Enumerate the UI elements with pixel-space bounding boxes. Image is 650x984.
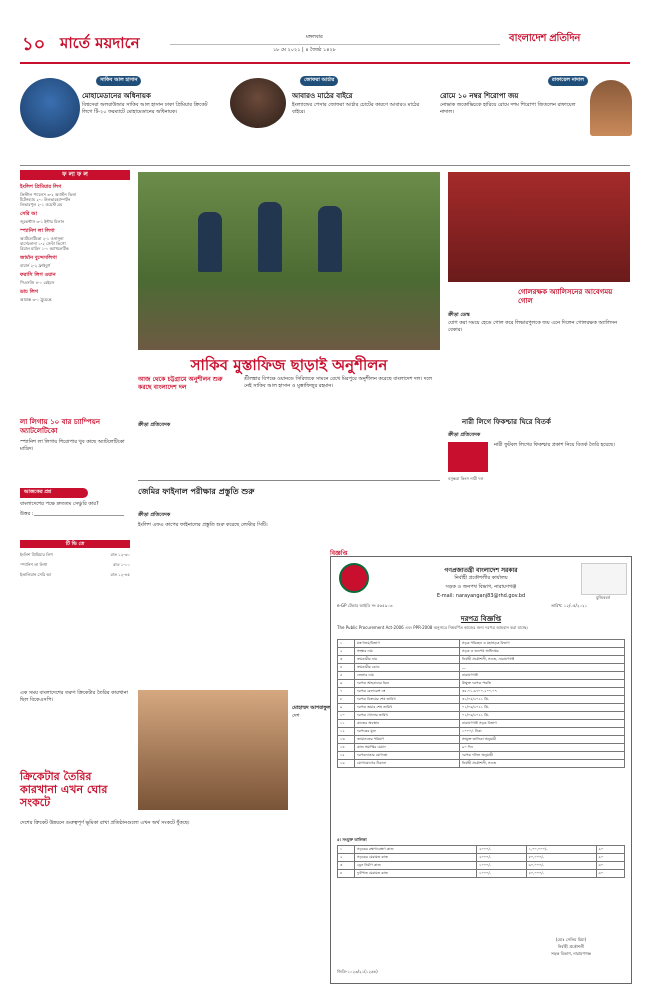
result-block: [20, 228, 130, 251]
weekday: মঙ্গলবার: [306, 34, 323, 40]
masthead: [0, 0, 650, 70]
ad-table-cell: ১১: [338, 720, 355, 728]
ad-subtable-wrap: [337, 845, 625, 878]
ad-table-cell: দরপত্রের মূল্য: [355, 728, 460, 736]
tv-row: [20, 572, 130, 577]
ad-subtable-cell: ২০০০/-: [477, 846, 527, 854]
ad-table-cell: উন্মুক্ত দরপত্র পদ্ধতি: [460, 680, 625, 688]
story-headline: আবারও মাঠের বাইরে: [292, 92, 353, 100]
side-badge: [581, 563, 627, 595]
ad-subtable-cell: ৬০: [596, 870, 624, 878]
answer-label: উত্তর :: [20, 510, 34, 517]
ad-table-cell: জেলার নাম: [355, 672, 460, 680]
tv-program: ইতালিয়ান সেরি আ: [20, 572, 52, 577]
divider: [20, 165, 630, 166]
tv-row: [20, 552, 130, 557]
story-body: বিশ্বসেরা অলরাউন্ডার সাকিব আল হাসান ঢাকা প্রিমিয়ার ক্রিকেট লিগে টি-২০ ফরম্যাটে মোহামেডানের অধিনায়ক।: [82, 102, 208, 115]
ad-table-cell: নির্বাহী প্রকৌশলী, সওজ: [460, 760, 625, 768]
ad-table-cell: ১৪: [338, 744, 355, 752]
final-headline: জেমির ফাইনাল পরীক্ষার প্রস্তুতি শুরু: [138, 487, 255, 496]
govt-seal: [339, 563, 369, 593]
ad-table-cell: ০১/০৬/২০২১ খ্রি.: [460, 704, 625, 712]
result-block: [20, 184, 130, 207]
ad-table-cell: সংস্থার নাম: [355, 648, 460, 656]
final-credit: ক্রীড়া প্রতিবেদক: [138, 512, 171, 518]
ad-block: [330, 556, 632, 984]
ad-table-cell: নারায়ণগঞ্জ সড়ক বিভাগ: [460, 720, 625, 728]
ad-table-cell: —: [460, 664, 625, 672]
ad-table-cell: ক্রয়কারীর নাম: [355, 656, 460, 664]
ad-table-wrap: [337, 639, 625, 768]
goal-photo: [448, 172, 630, 282]
ad-subtable-cell: ৮০,০০০/-: [526, 854, 596, 862]
goal-credit: ক্রীড়া ডেস্ক: [448, 312, 470, 318]
factory-headline: ক্রিকেটার তৈরির কারখানা এখন ঘোর সংকটে: [20, 770, 108, 809]
tv-program: ইংলিশ প্রিমিয়ার লিগ: [20, 552, 53, 557]
ad-table-cell: জামানতের পরিমাণ: [355, 736, 460, 744]
ad-table-cell: দরপত্র দলিল অনুযায়ী: [460, 752, 625, 760]
ad-table-cell: ৯: [338, 704, 355, 712]
result-block: [20, 289, 130, 302]
ad-table-row: [338, 752, 625, 760]
ad-table-cell: ৩১/০৫/২০২১ খ্রি.: [460, 696, 625, 704]
ad-footer-code: জিডি-১০২৩/২১(১২৬৪): [337, 969, 378, 974]
answer-line[interactable]: [34, 515, 124, 516]
result-line: রিয়াল মাদ্রিদ ১-০ অ্যাথলেটিক: [20, 246, 69, 251]
ad-subtable-cell: ২০০০/-: [477, 854, 527, 862]
ad-table-cell: ০১/০৬/২০২১ খ্রি.: [460, 712, 625, 720]
header-rule: [20, 62, 630, 64]
ad-table-row: [338, 728, 625, 736]
ad-subtable-cell: ৬০,০০০/-: [526, 862, 596, 870]
ad-table-cell: ৪: [338, 664, 355, 672]
champion-block[interactable]: [20, 418, 130, 474]
result-block-title: ফরাসি লিগ ওয়ান: [20, 272, 56, 278]
ad-table-cell: দরপত্র আহবানের ধরন: [355, 680, 460, 688]
result-block-title: স্প্যানিশ লা লিগা: [20, 228, 55, 234]
ad-table-cell: ১৬: [338, 760, 355, 768]
ad-table-cell: ৭: [338, 688, 355, 696]
ad-table-cell: ১: [338, 640, 355, 648]
ad-sign3: সড়ক বিভাগ, নারায়ণগঞ্জ: [551, 951, 591, 956]
ad-intro: The Public Procurement Act-2006 এবং PPR-2008 অনুসারে নিম্নবর্ণিত কাজের জন্য দরপত্র আহবান করা যাচ্ছে।: [337, 625, 528, 630]
top-story-nadal[interactable]: [440, 68, 640, 164]
result-line: জুভেন্টাস ৩-১ ইন্টার মিলান: [20, 219, 65, 224]
main-headline: সাকিব মুস্তাফিজ ছাড়াই অনুশীলন: [190, 356, 388, 374]
ad-table-cell: ৩: [338, 656, 355, 664]
story-kicker: রাফায়েল নাদাল: [548, 76, 588, 86]
ad-table-cell: ১০: [338, 712, 355, 720]
ad-table-cell: মন্ত্রণালয়/বিভাগ: [355, 640, 460, 648]
ad-table-row: [338, 704, 625, 712]
result-block-title: ডাচ লিগ: [20, 289, 39, 295]
result-block: [20, 255, 130, 268]
factory-body: দেশের ক্রিকেট উন্নয়নে গুরুত্বপূর্ণ ভূমিকা রাখা প্রতিষ্ঠানগুলো এখন অর্থ সংকটে ধুঁকছে।: [20, 820, 190, 826]
women-caption: বসুন্ধরা কিংস নারী দল: [448, 476, 484, 481]
result-line: বার্সেলোনা ১-২ সেল্টা ভিগো: [20, 241, 66, 246]
tv-program: স্প্যানিশ লা লিগা: [20, 562, 48, 567]
divider: [138, 480, 440, 481]
main-photo: [138, 172, 440, 350]
ad-table-cell: ৮: [338, 696, 355, 704]
final-body: ইংলিশ এফএ কাপের ফাইনালের প্রস্তুতি শুরু করেছে লেস্টার সিটি।: [138, 522, 268, 528]
tv-row: [20, 562, 130, 567]
ad-table-cell: ৩৫.০১.৬৭০০.২০০.০৭: [460, 688, 625, 696]
main-credit: ক্রীড়া প্রতিবেদক: [138, 422, 171, 428]
women-body: নারী ফুটবল লিগের ফিকশ্চার প্রকাশ নিয়ে বিতর্ক তৈরি হয়েছে।: [494, 442, 615, 448]
goal-body: যোগ করা সময়ে হেডে গোল করে লিভারপুলকে জয় এনে দিলেন গোলরক্ষক অ্যালিসন বেকার।: [448, 320, 618, 333]
result-line: লিভারপুল ২-১ ওয়েস্ট ব্রম: [20, 202, 63, 207]
brand-logo: [509, 31, 629, 51]
ad-table-cell: সড়ক পরিবহন ও মহাসড়ক বিভাগ: [460, 640, 625, 648]
ad-table-cell: ৫: [338, 672, 355, 680]
result-line: বায়ার্ন ২-২ ফ্রাইবুর্গ: [20, 263, 51, 268]
story-headline: রোমে ১০ নম্বর শিরোপা জয়: [440, 92, 519, 100]
tv-block: [20, 540, 130, 680]
shakib-photo: [20, 78, 80, 138]
ad-table-cell: দরপত্র রেফারেন্স নং: [355, 688, 460, 696]
question-text: বাংলাদেশের পক্ষে দ্রুততম সেঞ্চুরি কার?: [20, 501, 99, 507]
tv-header: টি ভি তে: [20, 540, 130, 548]
ad-table-cell: ১২: [338, 728, 355, 736]
result-block: [20, 211, 130, 224]
ad-subtable-row: [338, 870, 625, 878]
women-headline: নারী লিগে ফিকশ্চার ঘিরে বিতর্ক: [462, 418, 551, 426]
ad-table-cell: সংযুক্ত তালিকা অনুযায়ী: [460, 736, 625, 744]
ad-ref: e-GP টেন্ডার আইডি নং ৫৬৫৯০৩: [337, 603, 393, 608]
ad-table-cell: দরপত্র জমার শেষ তারিখ: [355, 704, 460, 712]
ad-subtable-cell: ৩: [338, 862, 355, 870]
ad-table-cell: দরপত্র বিক্রয়ের শেষ তারিখ: [355, 696, 460, 704]
tv-time: রাত ১-০০: [113, 562, 130, 567]
ad-table-row: [338, 736, 625, 744]
issue-date: ১৮ মে ২০২১ | ৪ জ্যৈষ্ঠ ১৪২৮: [273, 47, 336, 53]
ad-table-cell: ১৩: [338, 736, 355, 744]
ad-org1: গণপ্রজাতন্ত্রী বাংলাদেশ সরকার: [444, 567, 518, 574]
result-block: [20, 272, 130, 285]
ad-table-row: [338, 688, 625, 696]
ad-table-cell: ১০০০/- টাকা: [460, 728, 625, 736]
ad-subtable-cell: সড়কের মেরামত কাজ: [355, 854, 477, 862]
results-list: [20, 184, 130, 306]
ad-org3: সড়ক ও জনপথ বিভাগ, নারায়ণগঞ্জ: [445, 584, 517, 590]
ad-table-cell: ক্রয়কারীর কোড: [355, 664, 460, 672]
story-headline: মোহামেডানের অধিনায়ক: [82, 92, 151, 100]
ad-table-cell: নির্বাহী প্রকৌশলী, সওজ, নারায়ণগঞ্জ: [460, 656, 625, 664]
ad-table-cell: ২: [338, 648, 355, 656]
ad-table-cell: যোগাযোগের ঠিকানা: [355, 760, 460, 768]
ad-subtable-cell: ১: [338, 846, 355, 854]
section-title: মার্তে ময়দানে: [60, 34, 140, 52]
top-story-archer[interactable]: [230, 68, 430, 164]
question-block: [20, 488, 130, 536]
nadal-photo: [590, 80, 632, 136]
ad-table-row: [338, 656, 625, 664]
result-line: আয়াক্স ৩-০ ট্রুয়েন্তে: [20, 297, 52, 302]
ad-table-cell: নারায়ণগঞ্জ: [460, 672, 625, 680]
ad-subtable-cell: ৪: [338, 870, 355, 878]
ad-org2: নির্বাহী প্রকৌশলীর কার্যালয়: [454, 575, 508, 581]
ad-sign1: (মোঃ সেলিম মিয়া): [555, 937, 587, 942]
ad-subtable-cell: ৫০,০০০/-: [526, 870, 596, 878]
results-header: ফ লা ফ ল: [20, 170, 130, 180]
ad-subtable-cell: ১,০০,০০০/-: [526, 846, 596, 854]
top-story-shakib[interactable]: [20, 68, 220, 164]
ad-subtable-cell: ৬০: [596, 862, 624, 870]
brand-logo-text: বাংলাদেশ প্রতিদিন: [509, 33, 581, 44]
ad-subtable-cell: সড়কের রক্ষণাবেক্ষণ কাজ: [355, 846, 477, 854]
tv-time: রাত ১২-৩০: [110, 552, 130, 557]
ad-table-cell: ৬: [338, 680, 355, 688]
ad-title: দরপত্র বিজ্ঞপ্তি: [460, 615, 502, 623]
factory-player-name: মোহাম্মদ আশরাফুল: [292, 705, 331, 711]
factory-photo: [138, 690, 288, 810]
champion-body: স্প্যানিশ লা লিগায় শিরোপার খুব কাছে অ্যাটলেটিকো মাদ্রিদ।: [20, 439, 125, 452]
ad-table-cell: দরপত্রদাতার যোগ্যতা: [355, 752, 460, 760]
ad-table: [337, 639, 625, 768]
result-line: পিএসজি ৪-০ রেইমস: [20, 280, 55, 285]
tv-list: [20, 552, 130, 582]
result-line: ক্রিস্টাল প্যালেস ৩-২ অ্যাস্টন ভিলা: [20, 192, 77, 197]
ad-subtable-cell: ১০০০/-: [477, 870, 527, 878]
ad-label: বিজ্ঞপ্তি: [330, 550, 348, 557]
ad-email[interactable]: E-mail: narayanganj83@rhd.gov.bd: [436, 593, 526, 599]
ad-subtable-cell: ড্রেন নির্মাণ কাজ: [355, 862, 477, 870]
tv-time: রাত ১২-৪৫: [110, 572, 130, 577]
goal-headline: গোলরক্ষক অ্যালিসনের আবেগময় গোল: [518, 288, 613, 305]
result-block-title: ইংলিশ প্রিমিয়ার লিগ: [20, 184, 62, 190]
result-line: অ্যাটলেটিকো ২-১ ওসাসুনা: [20, 236, 64, 241]
result-line: টটেনহ্যাম ২-০ উলভারহ্যাম্পটন: [20, 197, 71, 202]
ad-subtable: [337, 845, 625, 878]
ad-table-row: [338, 648, 625, 656]
page-number: ১০: [22, 34, 46, 55]
ad-subtable-cell: ১০০০/-: [477, 862, 527, 870]
ad-table-cell: দরপত্র খোলার তারিখ: [355, 712, 460, 720]
women-photo: [448, 442, 488, 472]
ad-subtable-row: [338, 862, 625, 870]
result-block-title: জার্মান বুন্দেসলিগা: [20, 255, 57, 261]
ad-table-row: [338, 672, 625, 680]
ad-subtable-cell: ফুটপাত মেরামত কাজ: [355, 870, 477, 878]
ad-table-cell: কাজের অবস্থান: [355, 720, 460, 728]
ad-date: তারিখ: ১২/০৫/২০২১: [551, 603, 588, 608]
story-body: নোভাক জকোভিচকে হারিয়ে রোমে দশম শিরোপা জিতলেন রাফায়েল নাদাল।: [440, 102, 576, 115]
ad-table-row: [338, 712, 625, 720]
main-body: শ্রীলঙ্কার বিপক্ষে ওয়ানডে সিরিজকে সামনে রেখে মিরপুরে অনুশীলন করেছে বাংলাদেশ দল। দলে নেই সাকিব আল হাসান ও মুস্তাফিজুর রহমান।: [244, 376, 433, 389]
ad-table-cell: কাজ সমাপ্তির মেয়াদ: [355, 744, 460, 752]
ad-subtable-cell: ৯০: [596, 854, 624, 862]
masthead-rule: [170, 44, 500, 45]
side-name: মুজিববর্ষ: [596, 595, 610, 600]
ad-table-cell: ৯০ দিন: [460, 744, 625, 752]
ad-subtable-row: [338, 846, 625, 854]
story-kicker: সাকিব আল হাসান: [96, 76, 141, 86]
story-kicker: জোফরা আর্চার: [300, 76, 338, 86]
ad-table-row: [338, 680, 625, 688]
factory-player-tag: দেশ: [292, 713, 300, 719]
ad-table-row: [338, 640, 625, 648]
ad-sub-head: ৫। সংযুক্ত তালিকা: [337, 837, 367, 842]
ad-table-row: [338, 720, 625, 728]
ad-table-row: [338, 760, 625, 768]
main-subhead: আজ থেকে চট্টগ্রামে অনুশীলন শুরু করছে বাংলাদেশ দল: [138, 376, 223, 391]
ad-sign2: নির্বাহী প্রকৌশলী: [557, 944, 585, 949]
ad-subtable-cell: ৯০: [596, 846, 624, 854]
ad-table-row: [338, 696, 625, 704]
ad-table-row: [338, 664, 625, 672]
ad-table-cell: সড়ক ও জনপথ অধিদপ্তর: [460, 648, 625, 656]
ad-table-cell: ১৫: [338, 752, 355, 760]
ad-subtable-row: [338, 854, 625, 862]
result-block-title: সেরি আ: [20, 211, 38, 217]
archer-photo: [230, 78, 286, 128]
results-column: [20, 170, 130, 418]
story-body: ইংল্যান্ডের পেসার জোফরা আর্চার চোটের কারণে আবারও মাঠের বাইরে।: [292, 102, 420, 115]
ad-subtable-cell: ২: [338, 854, 355, 862]
factory-quote: এক সময় বাংলাদেশের তরুণ ক্রিকেটার তৈরির কারখানা ছিল বিকেএসপি।: [20, 690, 129, 703]
question-title: আজকের প্রশ্ন: [20, 488, 88, 498]
women-credit: ক্রীড়া প্রতিবেদক: [448, 432, 481, 438]
ad-table-row: [338, 744, 625, 752]
champion-headline: লা লিগায় ১০ বার চ্যাম্পিয়ন অ্যাটলেটিকো: [20, 418, 101, 435]
